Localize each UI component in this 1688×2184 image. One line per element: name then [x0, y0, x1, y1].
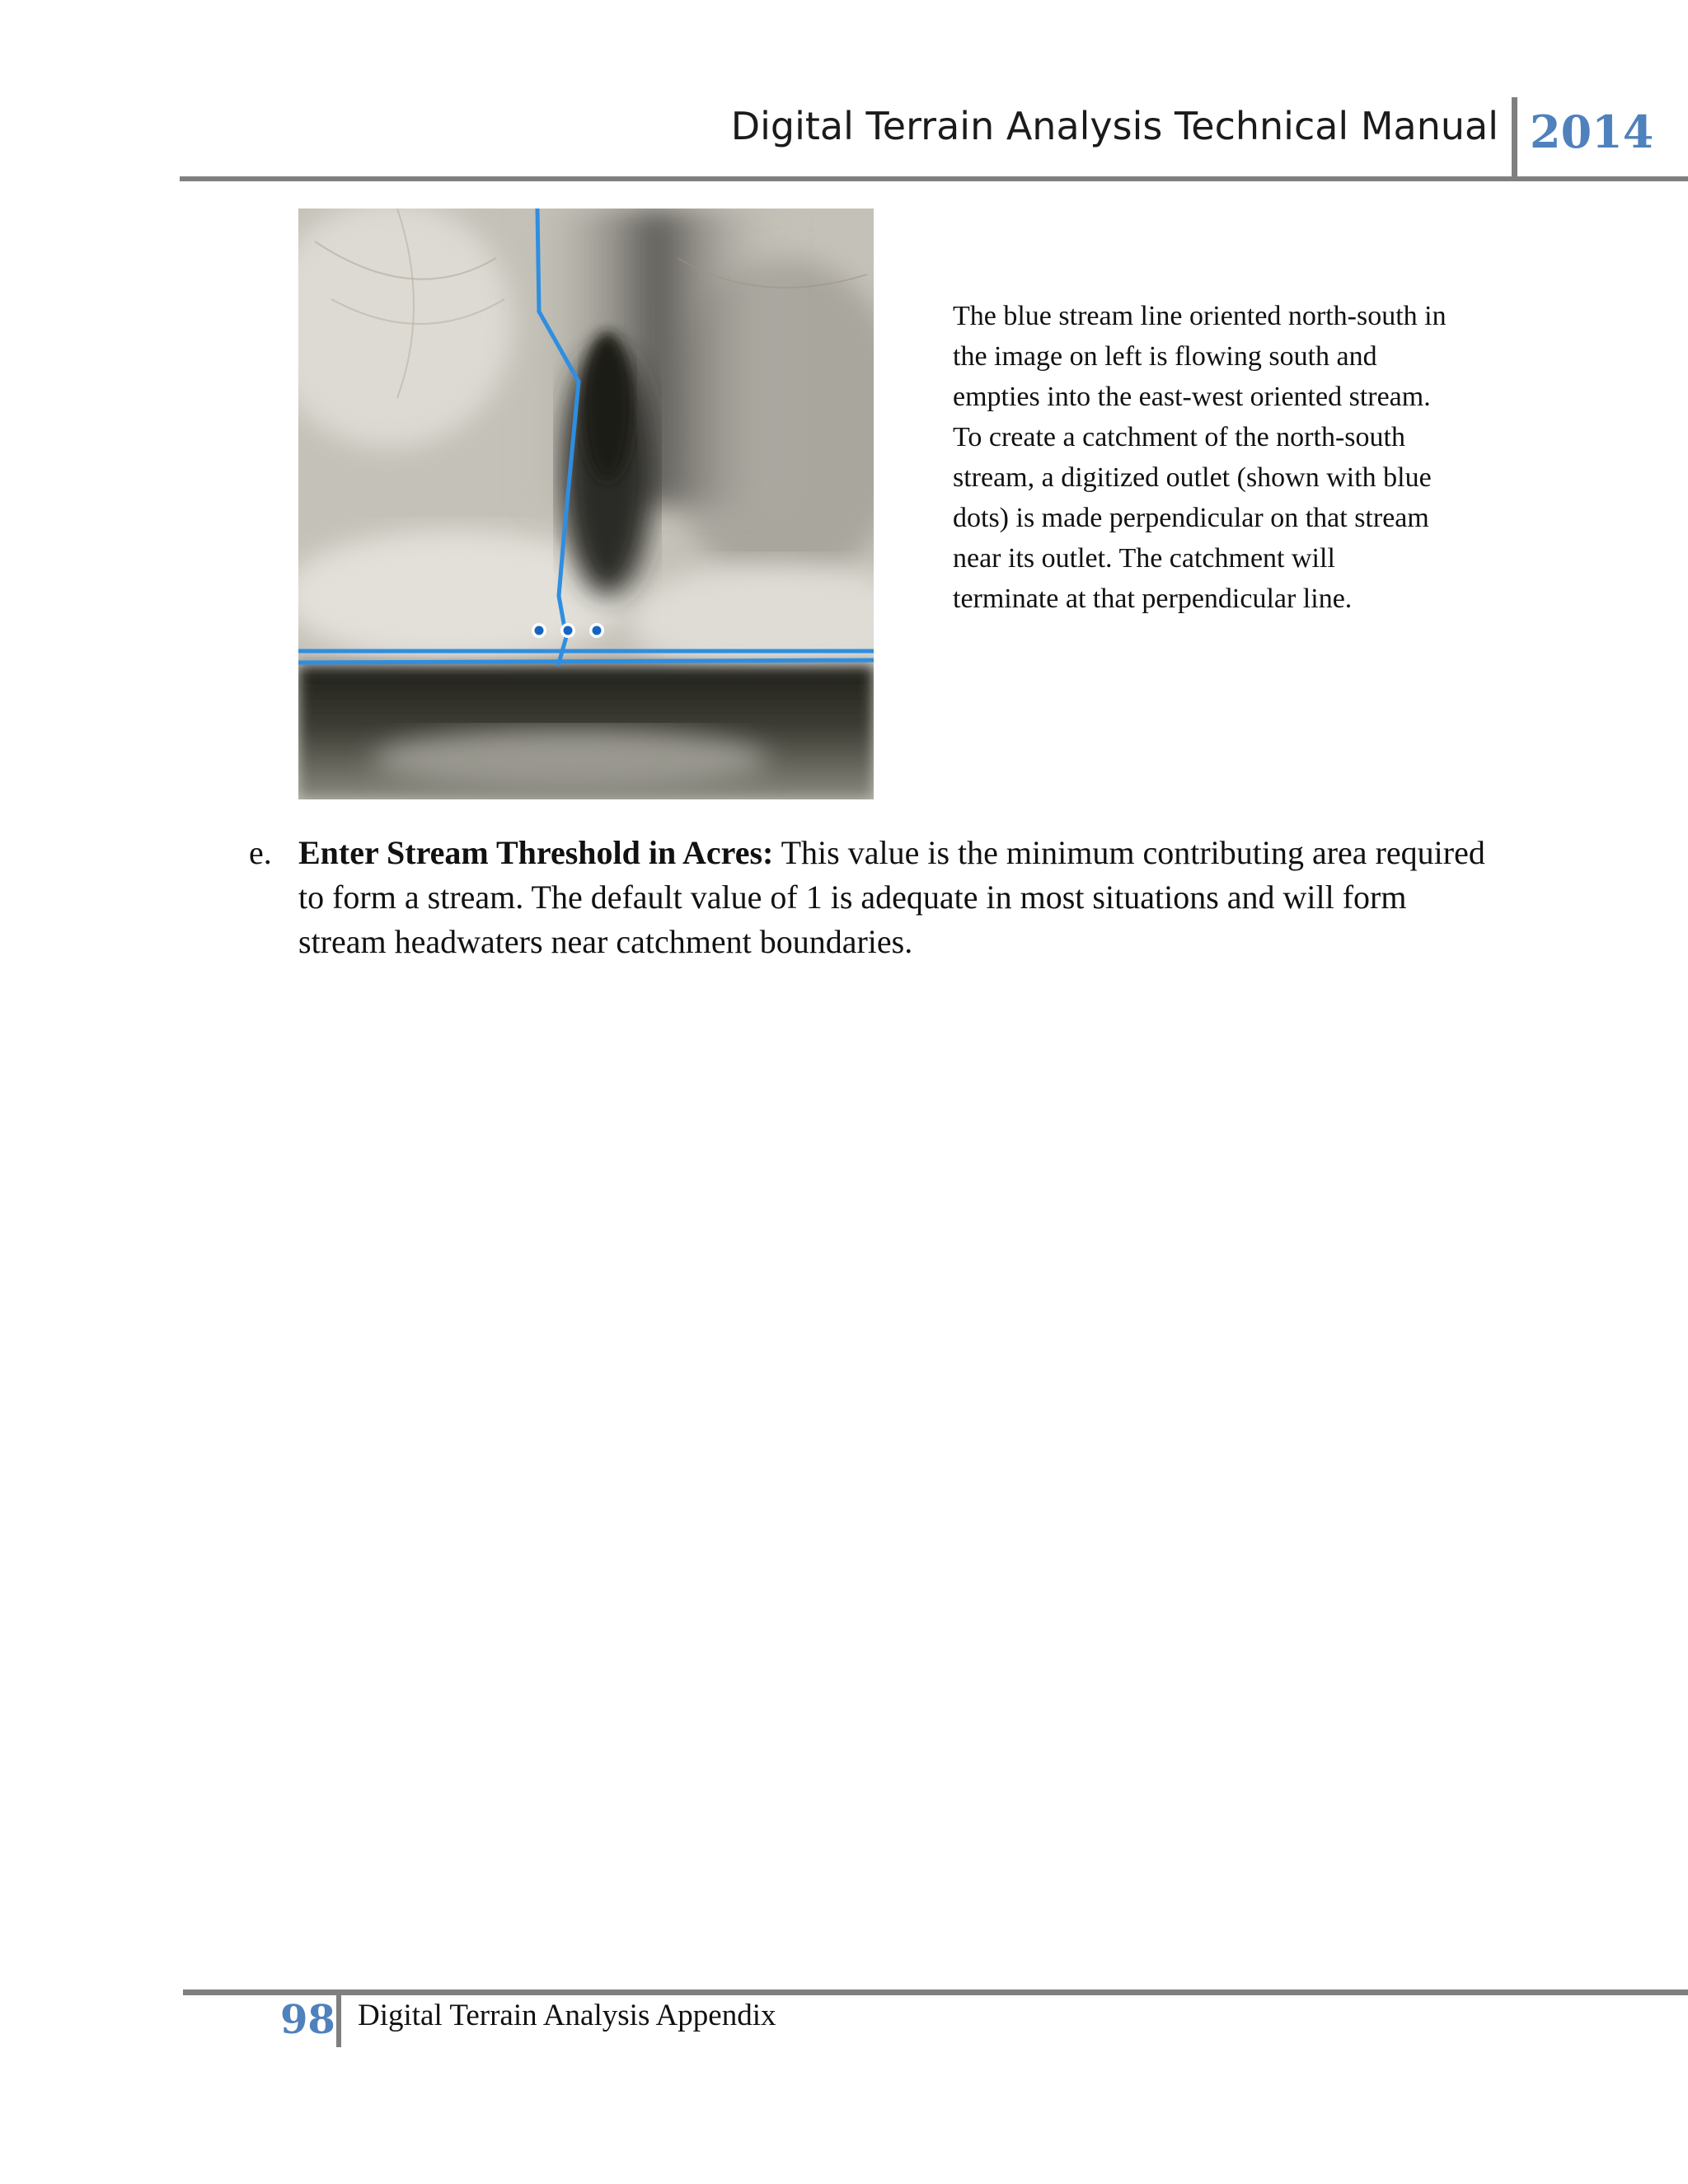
list-item-body — [298, 831, 1485, 964]
header-divider — [1512, 97, 1517, 180]
outlet-point — [593, 626, 602, 635]
valley-shading — [521, 209, 793, 505]
east-west-stream-line-lower — [298, 660, 874, 663]
terrain-map-figure — [298, 209, 874, 799]
page-number: 98 — [280, 1997, 335, 2043]
outlet-point — [535, 626, 544, 635]
figure-caption: The blue stream line oriented north-south in the image on left is flowing south and empties into the east-west oriented stream. To create a catchment of the north-south stream, a digitized outlet (shown with blue dots) is made perpendicular on that stream near its outlet. The catchment will terminate at that perpendicular line. — [953, 301, 1447, 614]
terrain-map-image — [298, 209, 874, 799]
footer-rule — [183, 1990, 1688, 1995]
header-rule — [180, 176, 1688, 181]
list-item-text: This value is the minimum contributing area required to form a stream. The default value of 1 is adequate in most situations and will form stream headwaters near catchment boundaries. — [298, 834, 1485, 960]
header-title: Digital Terrain Analysis Technical Manual — [730, 104, 1498, 148]
header-year: 2014 — [1530, 105, 1654, 158]
footer-section-title: Digital Terrain Analysis Appendix — [358, 1999, 776, 2032]
list-marker: e. — [249, 834, 272, 871]
outlet-point — [564, 626, 573, 635]
list-item-label: Enter Stream Threshold in Acres: — [298, 834, 774, 871]
footer-divider — [336, 1994, 341, 2047]
